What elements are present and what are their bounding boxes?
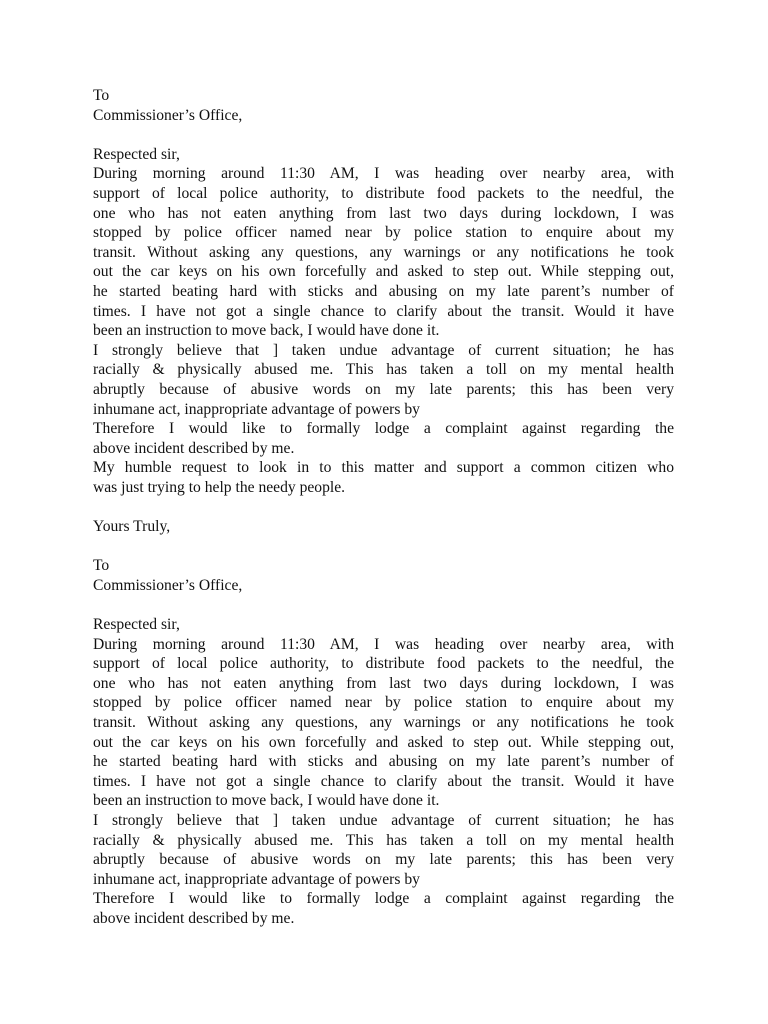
text-line: he started beating hard with sticks and abusing on my late parent’s number of: [93, 282, 674, 300]
text-line: he started beating hard with sticks and abusing on my late parent’s number of: [93, 753, 674, 771]
letter-1: [93, 86, 674, 556]
text-line: above incident described by me.: [93, 909, 295, 927]
recipient: Commissioner’s Office,: [93, 576, 243, 594]
paragraph-belief: [93, 811, 674, 889]
text-line: been an instruction to move back, I would have done it.: [93, 792, 440, 810]
text-line: out the car keys on his own forcefully and asked to step out. While stepping out,: [93, 263, 674, 281]
text-line: inhumane act, inappropriate advantage of powers by: [93, 870, 420, 888]
paragraph-incident: [93, 164, 674, 340]
blank-line: [93, 595, 674, 615]
paragraph-incident: [93, 635, 674, 811]
paragraph-request: [93, 458, 674, 497]
text-line: been an instruction to move back, I would have done it.: [93, 322, 440, 340]
text-line: stopped by police officer named near by police station to enquire about my: [93, 224, 674, 242]
text-line: one who has not eaten anything from last two days during lockdown, I was: [93, 674, 674, 692]
paragraph-complaint: [93, 889, 674, 928]
salutation: Respected sir,: [93, 145, 180, 163]
closing: Yours Truly,: [93, 518, 171, 536]
text-line: During morning around 11:30 AM, I was heading over nearby area, with: [93, 635, 674, 653]
text-line: transit. Without asking any questions, any warnings or any notifications he took: [93, 243, 674, 261]
text-line: Therefore I would like to formally lodge a complaint against regarding the: [93, 890, 674, 908]
text-line: I strongly believe that ] taken undue advantage of current situation; he has: [93, 811, 674, 829]
text-line: support of local police authority, to distribute food packets to the needful, the: [93, 184, 674, 202]
document-page: [93, 86, 674, 929]
text-line: support of local police authority, to distribute food packets to the needful, the: [93, 655, 674, 673]
text-line: transit. Without asking any questions, any warnings or any notifications he took: [93, 714, 674, 731]
blank-line: [93, 497, 674, 517]
blank-line: [93, 125, 674, 145]
recipient: Commissioner’s Office,: [93, 106, 243, 124]
text-line: My humble request to look in to this matter and support a common citizen who: [93, 459, 674, 477]
salutation: Respected sir,: [93, 616, 180, 634]
text-line: out the car keys on his own forcefully and asked to step out. While stepping out,: [93, 733, 674, 751]
text-line: was just trying to help the needy people.: [93, 478, 346, 496]
to-label: To: [93, 557, 110, 575]
text-line: above incident described by me.: [93, 439, 295, 457]
text-line: times. I have not got a single chance to clarify about the transit. Would it have: [93, 772, 674, 790]
text-line: stopped by police officer named near by police station to enquire about my: [93, 694, 674, 712]
text-line: I strongly believe that ] taken undue advantage of current situation; he has: [93, 341, 674, 359]
paragraph-belief: [93, 341, 674, 419]
text-line: Therefore I would like to formally lodge a complaint against regarding the: [93, 420, 674, 438]
text-line: racially & physically abused me. This has taken a toll on my mental health: [93, 831, 674, 849]
text-line: inhumane act, inappropriate advantage of powers by: [93, 400, 420, 418]
blank-line: [93, 537, 674, 557]
text-line: abruptly because of abusive words on my late parents; this has been very: [93, 851, 674, 869]
letter-2: [93, 556, 674, 928]
text-line: During morning around 11:30 AM, I was heading over nearby area, with: [93, 165, 674, 183]
text-line: abruptly because of abusive words on my late parents; this has been very: [93, 380, 674, 398]
paragraph-complaint: [93, 419, 674, 458]
text-line: times. I have not got a single chance to clarify about the transit. Would it have: [93, 302, 674, 320]
text-line: racially & physically abused me. This has taken a toll on my mental health: [93, 361, 674, 379]
to-label: To: [93, 87, 110, 104]
text-line: one who has not eaten anything from last two days during lockdown, I was: [93, 204, 674, 222]
